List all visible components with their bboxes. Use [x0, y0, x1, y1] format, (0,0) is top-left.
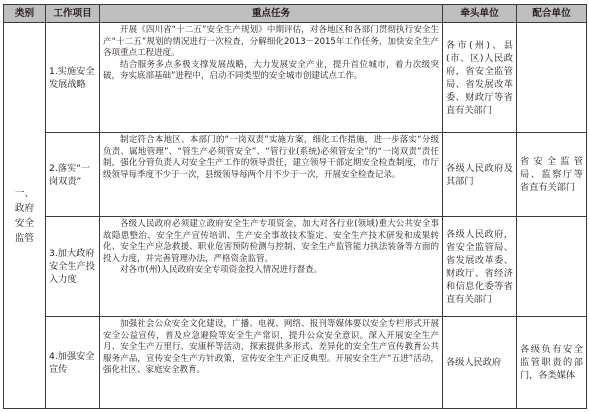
task-cell	[100, 23, 443, 133]
project-cell: 3.加大政府安全生产投入力度	[46, 217, 100, 317]
lead-unit-cell: 各级人民政府及其部门	[443, 133, 517, 217]
coop-unit-cell: 各级负有安全监管职责的部门，各类媒体	[517, 317, 587, 409]
header-tasks: 重点任务	[100, 5, 443, 23]
coop-unit-cell	[517, 23, 587, 133]
header-lead-unit: 牵头单位	[443, 5, 517, 23]
header-row	[4, 5, 587, 23]
project-cell: 2.落实“一岗双责”	[46, 133, 100, 217]
header-category: 类别	[4, 5, 46, 23]
category-line: 一、	[14, 187, 35, 199]
category-line: 政府	[14, 202, 35, 214]
project-cell: 1.实施安全发展战略	[46, 23, 100, 133]
task-paragraph: 各级人民政府必须建立政府安全生产专项资金，加大对各行业(领域)重大公共安全事故隐患整治、安全生产宣传培训、生产安全事故技术鉴定、安全生产技术研发和成果转化、安全生产应急救援、职业危害预防检测与控制、安全生产监管能力执法装备等方面的投入力度，并完善管理办法，严格资金监管。	[103, 219, 439, 264]
task-cell	[100, 317, 443, 409]
category-cell	[4, 23, 46, 409]
task-paragraph: 开展《四川省“十二五”安全生产规划》中期评估，对各地区和各部门贯彻执行安全生产“十二五”规划的情况进行一次检查，分解细化2013－2015年工作任务，加快安全生产各项重点工程进度。	[103, 25, 439, 59]
lead-unit-cell: 各级人民政府	[443, 317, 517, 409]
project-cell: 4.加强安全宣传	[46, 317, 100, 409]
header-coop-unit: 配合单位	[517, 5, 587, 23]
task-cell	[100, 217, 443, 317]
coop-unit-cell: 省安全监管局、监察厅等省直有关部门	[517, 133, 587, 217]
table-row	[4, 23, 587, 133]
table-row	[4, 133, 587, 217]
safety-work-table	[3, 4, 587, 409]
category-line: 监管	[14, 232, 35, 244]
lead-unit-cell: 各市(州)、县(市、区)人民政府，省安全监管局、省发展改革委、财政厅等省直有关部门	[443, 23, 517, 133]
header-project: 工作项目	[46, 5, 100, 23]
lead-unit-cell: 各级人民政府，省安全监管局、省发展改革委、财政厅、省经济和信息化委等省直有关部门	[443, 217, 517, 317]
task-cell	[100, 133, 443, 217]
table-row	[4, 217, 587, 317]
task-paragraph: 加强社会公众安全文化建设，广播、电视、网络、报刊等媒体要以安全专栏形式开展安全公益宣传，普及应急避险等安全生产常识，提升公众安全意识。深入开展安全生产月、安全生产万里行、安康杯等活动，探索提供多形式、差异化的安全生产宣传教育公共服务产品，宣传安全生产方针政策，宣传安全生产正反典型。开展安全生产“五进”活动，强化社区、家庭安全教育。	[103, 319, 439, 376]
task-paragraph: 制定符合本地区、本部门的“一岗双责”实施方案，细化工作措施，进一步落实“分级负责、属地管理”、“管生产必须管安全”、“管行业(系统)必须管安全”的“一岗双责”责任制，强化分管负责人对安全生产工作的领导责任，建立领导干部定期安全检查制度，市厅级领导每季度不少于一次，县级领导每两个月不少于一次，开展安全检查记录。	[103, 135, 439, 180]
table-row	[4, 317, 587, 409]
task-paragraph: 结合服务多点多极支撑发展战略，大力发展安全产业，提升首位城市，着力次级突破，夯实底部基础”进程中，启动不同类型的安全城市创建试点工作。	[103, 59, 439, 82]
coop-unit-cell	[517, 217, 587, 317]
category-line: 安全	[14, 217, 35, 229]
task-paragraph: 对各市(州)人民政府安全专项资金投入情况进行督查。	[120, 265, 323, 276]
